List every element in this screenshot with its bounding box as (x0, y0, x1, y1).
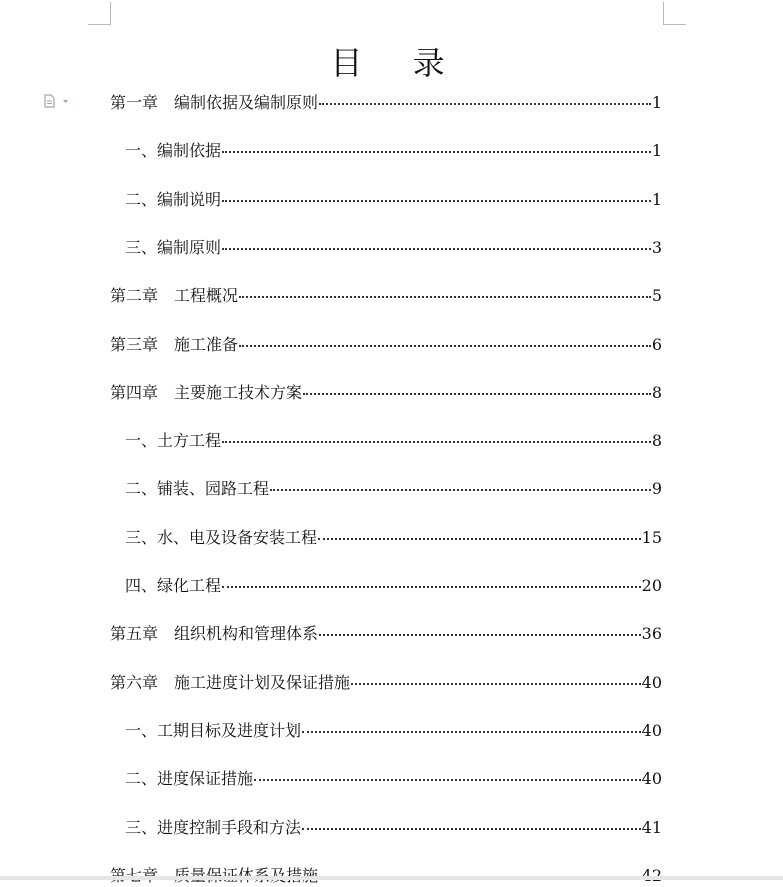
toc-entry-label: 一、编制依据 (125, 141, 222, 160)
toc-entry[interactable] (125, 575, 662, 597)
toc-dot-leader (254, 778, 641, 781)
toc-entry-page-number: 3 (651, 238, 662, 257)
toc-entry-page-number: 40 (641, 721, 662, 740)
toc-entry-page-number: 8 (651, 383, 662, 402)
toc-dot-leader (239, 344, 651, 347)
toc-entry-page-number: 40 (641, 769, 662, 788)
toc-entry-label: 第一章 编制依据及编制原则 (110, 93, 319, 112)
toc-dot-leader (222, 440, 651, 443)
page-corner-mark-left (88, 2, 111, 25)
toc-entry[interactable] (125, 478, 662, 500)
toc-entry[interactable] (110, 623, 662, 645)
toc-entry-label: 第二章 工程概况 (110, 286, 239, 305)
toc-entry-page-number: 1 (651, 93, 662, 112)
toc-entry-label: 第四章 主要施工技术方案 (110, 383, 303, 402)
toc-entry[interactable] (110, 672, 662, 694)
toc-entry[interactable] (110, 382, 662, 404)
toc-entry-label: 一、工期目标及进度计划 (125, 721, 302, 740)
toc-entry-label: 一、土方工程 (125, 431, 222, 450)
toc-entry-label: 三、进度控制手段和方法 (125, 818, 302, 837)
toc-entry-label: 第五章 组织机构和管理体系 (110, 624, 319, 643)
toc-entry-page-number: 15 (641, 528, 662, 547)
toc-entry-page-number: 20 (641, 576, 662, 595)
toc-entry-label: 三、编制原则 (125, 238, 222, 257)
toc-entry[interactable] (125, 140, 662, 162)
toc-title: 目 录 (330, 44, 465, 82)
toc-entry-page-number: 6 (651, 335, 662, 354)
toc-entry-page-number: 41 (641, 818, 662, 837)
toc-entry-label: 第三章 施工准备 (110, 335, 239, 354)
toc-entry[interactable] (125, 189, 662, 211)
toc-entry-label: 四、绿化工程 (125, 576, 222, 595)
toc-dot-leader (319, 102, 651, 105)
toc-dot-leader (303, 392, 651, 395)
toc-entry-page-number: 9 (651, 479, 662, 498)
toc-dot-leader (222, 585, 641, 588)
toc-entry-label: 第六章 施工进度计划及保证措施 (110, 673, 351, 692)
toc-entry-page-number: 1 (651, 141, 662, 160)
toc-entry[interactable] (125, 768, 662, 790)
toc-dot-leader (318, 537, 641, 540)
toc-entry[interactable] (110, 334, 662, 356)
toc-entry[interactable] (110, 92, 662, 114)
toc-entry[interactable] (125, 430, 662, 452)
toc-entry[interactable] (125, 527, 662, 549)
toc-dot-leader (302, 827, 641, 830)
toc-entry-label: 二、进度保证措施 (125, 769, 254, 788)
toc-dot-leader (319, 633, 641, 636)
toc-entry-label: 二、铺装、园路工程 (125, 479, 270, 498)
page-bottom-edge (0, 876, 783, 880)
toc-dot-leader (351, 682, 641, 685)
page-corner-mark-right (663, 2, 686, 25)
toc-dot-leader (239, 295, 651, 298)
document-icon[interactable] (43, 94, 69, 108)
toc-entry-label: 二、编制说明 (125, 190, 222, 209)
toc-dot-leader (270, 488, 651, 491)
toc-dot-leader (222, 199, 651, 202)
toc-entry[interactable] (125, 237, 662, 259)
toc-entry-page-number: 40 (641, 673, 662, 692)
toc-entry[interactable] (125, 817, 662, 839)
toc-entry-page-number: 8 (651, 431, 662, 450)
toc-dot-leader (222, 247, 651, 250)
toc-entry[interactable] (125, 720, 662, 742)
toc-entry-page-number: 5 (651, 286, 662, 305)
toc-entry[interactable] (110, 285, 662, 307)
toc-entry-page-number: 36 (641, 624, 662, 643)
toc-entry-page-number: 1 (651, 190, 662, 209)
toc-dot-leader (302, 730, 641, 733)
toc-entry-label: 三、水、电及设备安装工程 (125, 528, 318, 547)
toc-dot-leader (222, 150, 651, 153)
